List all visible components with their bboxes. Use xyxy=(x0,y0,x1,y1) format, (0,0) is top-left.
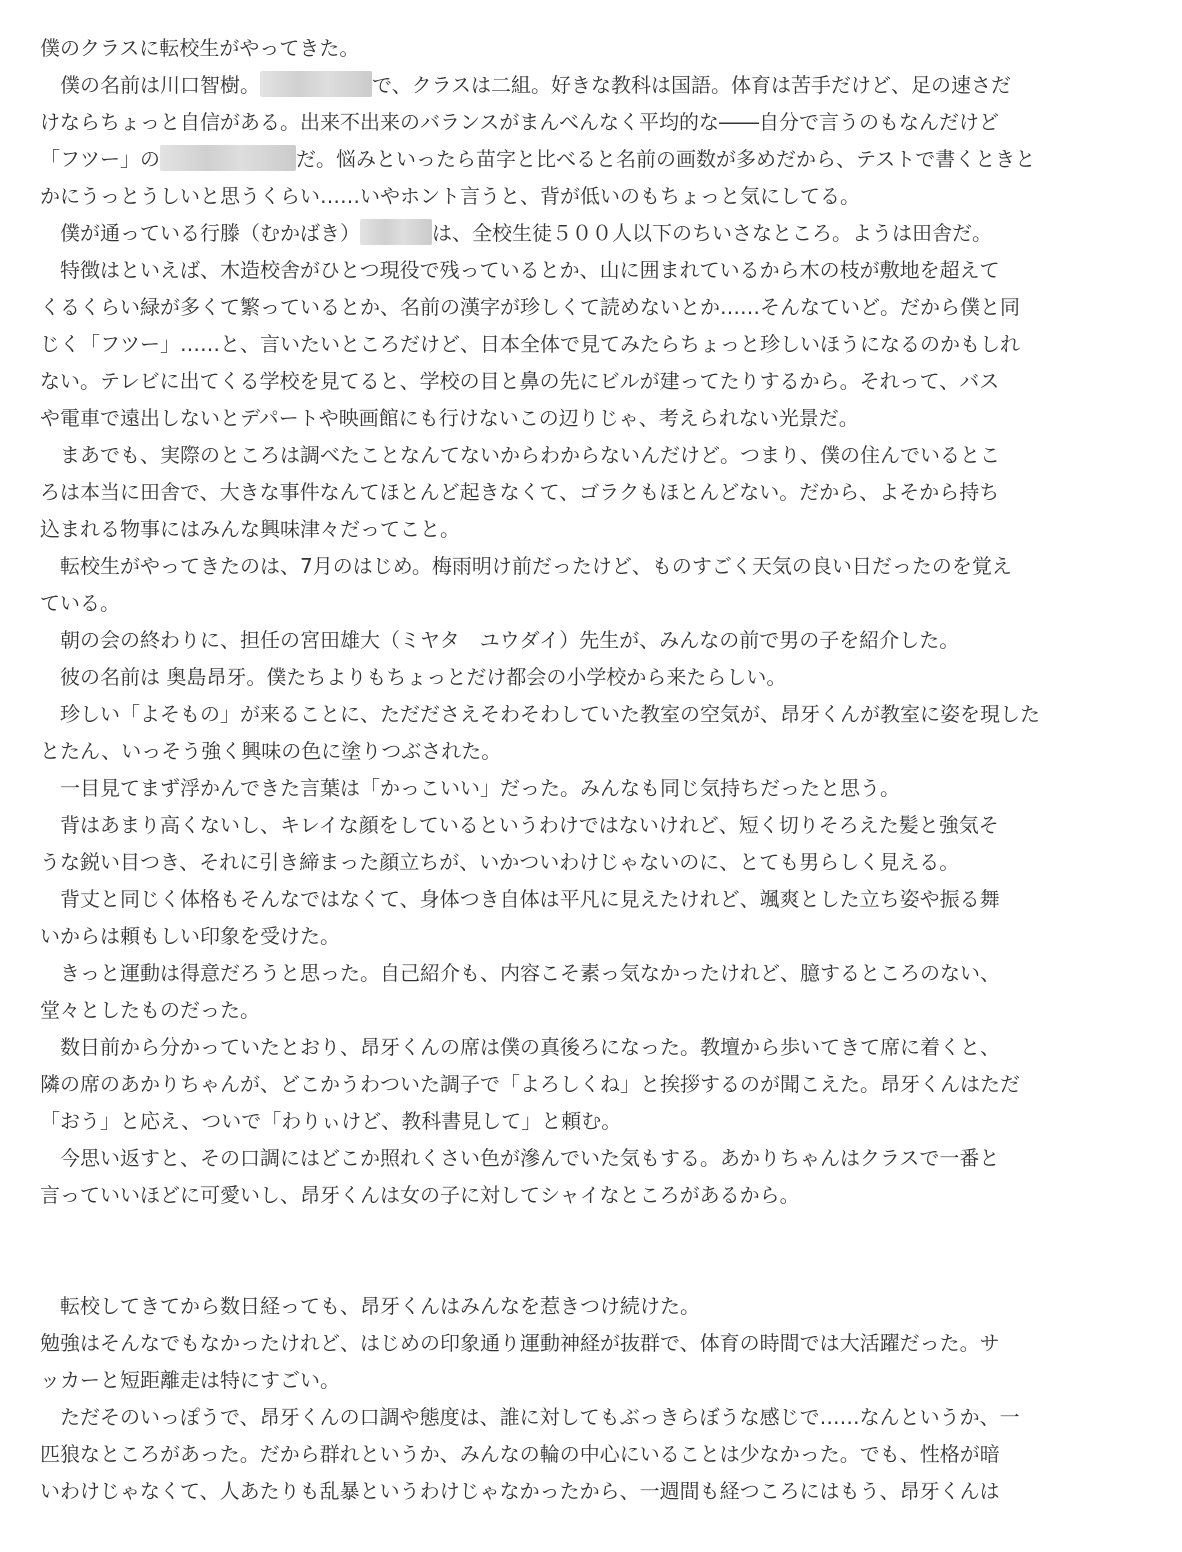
text-line xyxy=(40,104,1142,141)
text-line xyxy=(40,1362,1142,1399)
line-text: 勉強はそんなでもなかったけれど、はじめの印象通り運動神経が抜群で、体育の時間では大活躍だった。サ xyxy=(40,1331,1000,1355)
text-line xyxy=(40,474,1142,511)
text-line xyxy=(40,1399,1142,1436)
line-text-continued: は、全校生徒５００人以下のちいさなところ。ようは田舎だ。 xyxy=(432,221,992,245)
line-text: 込まれる物事にはみんな興味津々だってこと。 xyxy=(40,517,460,541)
redacted-text-block xyxy=(160,145,296,171)
text-line xyxy=(40,215,1142,252)
line-text: じく「フツー」……と、言いたいところだけど、日本全体で見てみたらちょっと珍しいほうになるのかもしれ xyxy=(40,332,1020,356)
text-line xyxy=(40,400,1142,437)
line-text: いからは頼もしい印象を受けた。 xyxy=(40,924,340,948)
line-text: けならちょっと自信がある。出来不出来のバランスがまんべんなく平均的な――自分で言うのもなんだけど xyxy=(40,110,999,134)
text-line xyxy=(40,1029,1142,1066)
text-line xyxy=(40,1103,1142,1140)
text-line xyxy=(40,548,1142,585)
text-line xyxy=(40,141,1142,178)
blank-line xyxy=(40,1214,1142,1251)
text-line xyxy=(40,178,1142,215)
text-line xyxy=(40,770,1142,807)
text-line xyxy=(40,1473,1142,1510)
line-text: 僕の名前は川口智樹。 xyxy=(60,73,260,97)
text-line xyxy=(40,289,1142,326)
line-text: 堂々としたものだった。 xyxy=(40,998,260,1022)
text-line xyxy=(40,955,1142,992)
redacted-text-block xyxy=(360,219,432,245)
line-text: 転校してきてから数日経っても、昂牙くんはみんなを惹きつけ続けた。 xyxy=(60,1294,700,1318)
line-text-continued: で、クラスは二組。好きな教科は国語。体育は苦手だけど、足の速さだ xyxy=(372,73,1011,97)
line-text: くるくらい緑が多くて繁っているとか、名前の漢字が珍しくて読めないとか……そんなていど。だから僕と同 xyxy=(40,295,1020,319)
line-text: 僕のクラスに転校生がやってきた。 xyxy=(40,36,360,60)
line-text: きっと運動は得意だろうと思った。自己紹介も、内容こそ素っ気なかったけれど、臆するところのない、 xyxy=(60,961,1000,985)
line-text: 言っていいほどに可愛いし、昂牙くんは女の子に対してシャイなところがあるから。 xyxy=(40,1183,800,1207)
line-text: ない。テレビに出てくる学校を見てると、学校の目と鼻の先にビルが建ってたりするから。それって、バス xyxy=(40,369,1000,393)
text-line xyxy=(40,992,1142,1029)
line-text: 今思い返すと、その口調にはどこか照れくさい色が滲んでいた気もする。あかりちゃんはクラスで一番と xyxy=(60,1146,1000,1170)
text-line xyxy=(40,881,1142,918)
line-text: ろは本当に田舎で、大きな事件なんてほとんど起きなくて、ゴラクもほとんどない。だから、よそから持ち xyxy=(40,480,1000,504)
text-line xyxy=(40,363,1142,400)
text-line xyxy=(40,1140,1142,1177)
text-line xyxy=(40,1066,1142,1103)
text-line xyxy=(40,511,1142,548)
text-line xyxy=(40,1288,1142,1325)
line-text: 彼の名前は 奥島昂牙。僕たちよりもちょっとだけ都会の小学校から来たらしい。 xyxy=(60,665,787,689)
text-line xyxy=(40,326,1142,363)
text-line xyxy=(40,844,1142,881)
text-line xyxy=(40,585,1142,622)
text-line xyxy=(40,67,1142,104)
line-text: いわけじゃなくて、人あたりも乱暴というわけじゃなかったから、一週間も経つころにはもう、昂牙くんは xyxy=(40,1479,1000,1503)
line-text: 背はあまり高くないし、キレイな顔をしているというわけではないけれど、短く切りそろえた髪と強気そ xyxy=(60,813,999,837)
line-text: 一目見てまず浮かんできた言葉は「かっこいい」だった。みんなも同じ気持ちだったと思う。 xyxy=(60,776,900,800)
line-text: 朝の会の終わりに、担任の宮田雄大（ミヤタ ユウダイ）先生が、みんなの前で男の子を紹介した。 xyxy=(60,628,960,652)
line-text: 特徴はといえば、木造校舎がひとつ現役で残っているとか、山に囲まれているから木の枝が敷地を超えて xyxy=(60,258,1000,282)
blank-line xyxy=(40,1251,1142,1288)
line-text: 匹狼なところがあった。だから群れというか、みんなの輪の中心にいることは少なかった。でも、性格が暗 xyxy=(40,1442,1000,1466)
line-text: 数日前から分かっていたとおり、昂牙くんの席は僕の真後ろになった。教壇から歩いてきて席に着くと、 xyxy=(60,1035,1000,1059)
text-line xyxy=(40,252,1142,289)
line-text: 珍しい「よそもの」が来ることに、ただださえそわそわしていた教室の空気が、昂牙くんが教室に姿を現した xyxy=(60,702,1040,726)
line-text: 隣の席のあかりちゃんが、どこかうわついた調子で「よろしくね」と挨拶するのが聞こえた。昂牙くんはただ xyxy=(40,1072,1020,1096)
text-line xyxy=(40,659,1142,696)
text-line xyxy=(40,1325,1142,1362)
line-text: かにうっとうしいと思うくらい……いやホント言うと、背が低いのもちょっと気にしてる。 xyxy=(40,184,860,208)
text-line xyxy=(40,696,1142,733)
redacted-text-block xyxy=(260,71,372,97)
line-text: ッカーと短距離走は特にすごい。 xyxy=(40,1368,340,1392)
line-text: 「フツー」の xyxy=(40,147,160,171)
text-line xyxy=(40,437,1142,474)
text-line xyxy=(40,30,1142,67)
line-text: 転校生がやってきたのは、7月のはじめ。梅雨明け前だったけど、ものすごく天気の良い日だったのを覚え xyxy=(60,554,1012,578)
line-text: まあでも、実際のところは調べたことなんてないからわからないんだけど。つまり、僕の住んでいるとこ xyxy=(60,443,1000,467)
story-text xyxy=(40,30,1142,1510)
line-text: ただそのいっぽうで、昂牙くんの口調や態度は、誰に対してもぶっきらぼうな感じで……なんというか、一 xyxy=(60,1405,1020,1429)
line-text: 僕が通っている行滕（むかばき） xyxy=(60,221,360,245)
text-line xyxy=(40,622,1142,659)
text-line xyxy=(40,918,1142,955)
text-line xyxy=(40,1436,1142,1473)
line-text: や電車で遠出しないとデパートや映画館にも行けないこの辺りじゃ、考えられない光景だ。 xyxy=(40,406,859,430)
line-text: とたん、いっそう強く興味の色に塗りつぶされた。 xyxy=(40,739,502,763)
line-text: 「おう」と応え、ついで「わりぃけど、教科書見して」と頼む。 xyxy=(40,1109,622,1133)
line-text-continued: だ。悩みといったら苗字と比べると名前の画数が多めだから、テストで書くときと xyxy=(296,147,1036,171)
line-text: ている。 xyxy=(40,591,120,615)
text-line xyxy=(40,1177,1142,1214)
text-line xyxy=(40,733,1142,770)
line-text: うな鋭い目つき、それに引き締まった顔立ちが、いかついわけじゃないのに、とても男らしく見える。 xyxy=(40,850,960,874)
text-line xyxy=(40,807,1142,844)
line-text: 背丈と同じく体格もそんなではなくて、身体つき自体は平凡に見えたけれど、颯爽とした立ち姿や振る舞 xyxy=(60,887,1000,911)
